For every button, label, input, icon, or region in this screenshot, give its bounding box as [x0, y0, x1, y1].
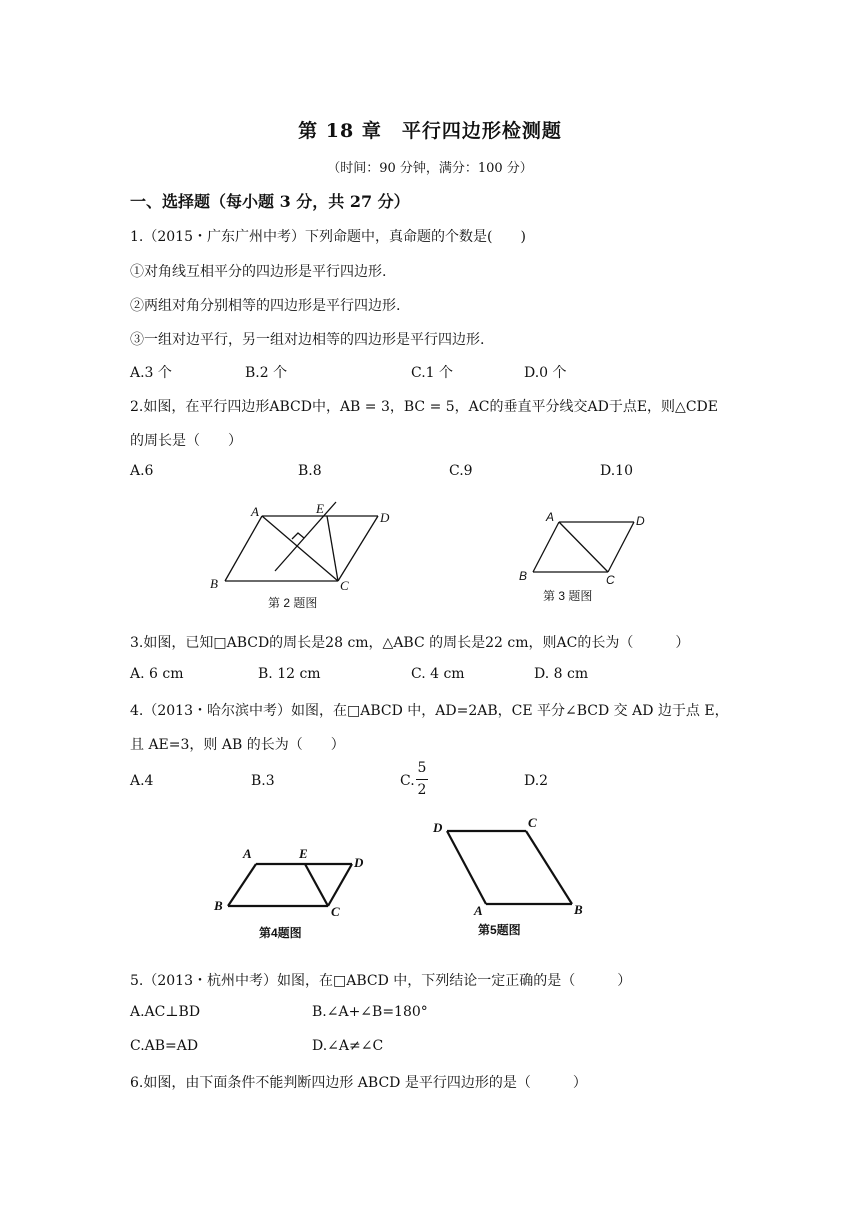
q5-option-d: D.∠A≠∠C — [312, 1038, 384, 1054]
figure-q4 — [210, 842, 380, 917]
q1-option-b: B.2 个 — [245, 365, 288, 381]
fig2-line-ec — [327, 516, 338, 581]
q3-stem: 3.如图，已知□ABCD的周长是28 cm，△ABC 的周长是22 cm，则AC的长为（ ） — [130, 635, 690, 651]
q1-statement-1: ①对角线互相平分的四边形是平行四边形. — [130, 264, 387, 280]
fig5-label-c: C — [528, 815, 537, 830]
q5-option-b: B.∠A+∠B=180° — [312, 1004, 428, 1020]
fig5-label-a: A — [474, 903, 483, 918]
fig3-diagonal-ac — [559, 522, 608, 572]
fig3-caption: 第 3 题图 — [543, 589, 593, 603]
q3-option-d: D. 8 cm — [534, 666, 589, 682]
fig3-label-a: A — [546, 510, 555, 524]
fig4-label-b: B — [214, 898, 223, 913]
q4-option-c: C. — [400, 773, 415, 789]
fig3-label-d: D — [636, 514, 645, 528]
fig5-side-da — [447, 831, 486, 904]
q4-stem-line1: 4.（2013・哈尔滨中考）如图，在□ABCD 中，AD=2AB，CE 平分∠BCD 交 AD 边于点 E， — [130, 703, 729, 719]
q4-stem-line2: 且 AE=3，则 AB 的长为（ ） — [130, 737, 345, 753]
fig2-label-d: D — [380, 510, 390, 525]
fig2-label-c: C — [340, 578, 349, 593]
page-title: 第 18 章 平行四边形检测题 — [298, 120, 562, 142]
q2-stem-line1: 2.如图，在平行四边形ABCD中，AB = 3，BC = 5，AC的垂直平分线交AD于点E，则△CDE — [130, 399, 718, 415]
fig4-label-e: E — [299, 846, 308, 861]
fig2-side-cd — [338, 516, 378, 581]
q3-option-c: C. 4 cm — [411, 666, 465, 682]
section-heading: 一、选择题（每小题 3 分，共 27 分） — [130, 192, 410, 211]
q2-stem-line2: 的周长是（ ） — [130, 433, 242, 449]
fig3-label-c: C — [606, 573, 615, 587]
fig4-label-a: A — [243, 846, 252, 861]
fig2-right-angle-mark — [292, 533, 304, 539]
q2-option-d: D.10 — [600, 463, 633, 479]
q4-option-d: D.2 — [524, 773, 549, 789]
fig4-caption: 第4题图 — [259, 926, 302, 940]
q3-option-a: A. 6 cm — [130, 666, 184, 682]
q4-fraction-numerator: 5 — [417, 760, 427, 776]
fig4-side-cd — [328, 864, 352, 906]
fig5-label-d: D — [433, 820, 443, 835]
q1-statement-2: ②两组对角分别相等的四边形是平行四边形. — [130, 298, 401, 314]
q2-option-a: A.6 — [130, 463, 154, 479]
figure-q3 — [515, 508, 665, 588]
fig3-side-cd — [608, 522, 634, 572]
q4-option-a: A.4 — [130, 773, 154, 789]
q4-fraction-bar — [416, 779, 428, 780]
fig4-label-d: D — [354, 855, 364, 870]
q1-option-a: A.3 个 — [130, 365, 172, 381]
fig2-caption: 第 2 题图 — [268, 596, 318, 610]
q1-stem: 1.（2015・广东广州中考）下列命题中，真命题的个数是( ) — [130, 229, 526, 245]
page-subtitle: （时间：90 分钟，满分：100 分） — [327, 161, 533, 176]
fig2-label-a: A — [251, 504, 259, 519]
fig2-label-b: B — [210, 576, 218, 591]
fig4-side-ab — [228, 864, 256, 906]
fig2-perp-bisector — [275, 502, 336, 571]
q5-option-c: C.AB=AD — [130, 1038, 199, 1054]
fig3-side-ab — [533, 522, 559, 572]
q5-stem: 5.（2013・杭州中考）如图，在□ABCD 中，下列结论一定正确的是（ ） — [130, 973, 632, 989]
fig5-caption: 第5题图 — [478, 923, 521, 937]
q6-stem: 6.如图，由下面条件不能判断四边形 ABCD 是平行四边形的是（ ） — [130, 1075, 587, 1091]
q1-option-d: D.0 个 — [524, 365, 567, 381]
fig2-diagonal-ac — [262, 516, 338, 581]
figure-q5 — [425, 812, 600, 922]
fig5-label-b: B — [574, 902, 583, 917]
fig5-side-cb — [526, 831, 572, 904]
q5-option-a: A.AC⊥BD — [130, 1004, 201, 1020]
q1-statement-3: ③一组对边平行，另一组对边相等的四边形是平行四边形. — [130, 332, 485, 348]
q2-option-c: C.9 — [449, 463, 473, 479]
fig2-label-e: E — [316, 501, 324, 516]
q4-fraction-denominator: 2 — [417, 782, 427, 798]
fig2-side-ab — [225, 516, 262, 581]
fig4-line-ec — [305, 864, 328, 906]
q4-option-b: B.3 — [251, 773, 275, 789]
q2-option-b: B.8 — [298, 463, 322, 479]
fig4-label-c: C — [331, 904, 340, 919]
q1-option-c: C.1 个 — [411, 365, 454, 381]
fig3-label-b: B — [519, 569, 528, 583]
q3-option-b: B. 12 cm — [258, 666, 321, 682]
